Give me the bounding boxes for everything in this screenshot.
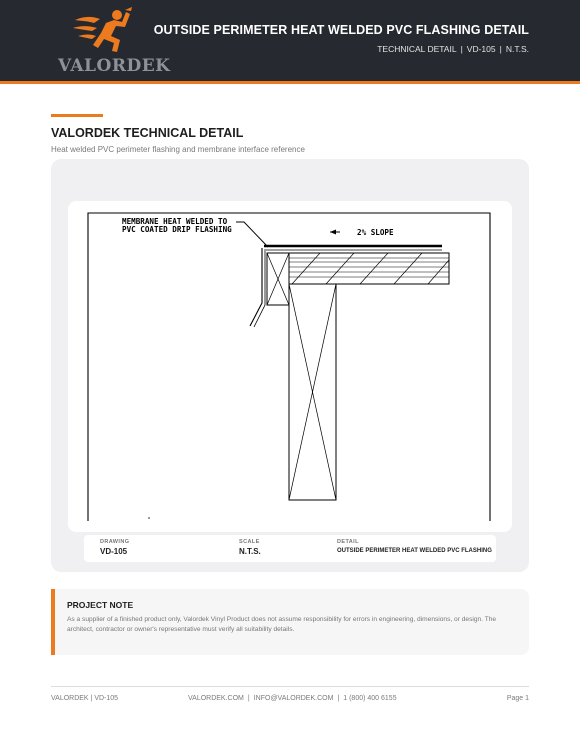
company-logo bbox=[58, 6, 171, 78]
scale-value: N.T.S. bbox=[239, 547, 261, 556]
detail-label: DETAIL bbox=[337, 539, 359, 545]
project-note bbox=[51, 589, 529, 655]
detail-value: OUTSIDE PERIMETER HEAT WELDED PVC FLASHING bbox=[337, 548, 492, 554]
slope-arrowhead-icon bbox=[330, 230, 336, 235]
technical-drawing bbox=[68, 201, 512, 532]
document-meta bbox=[377, 44, 529, 54]
meta-separator: | bbox=[499, 44, 502, 54]
footer-contact bbox=[188, 695, 397, 702]
deck-hatch-line bbox=[394, 253, 422, 284]
footer-phone: 1 (800) 400 6155 bbox=[343, 695, 397, 702]
callout-leader-line bbox=[236, 222, 268, 247]
deck-hatch-line bbox=[360, 253, 388, 284]
footer-document-id: VALORDEK | VD-105 bbox=[51, 695, 119, 702]
footer-email-link[interactable]: INFO@VALORDEK.COM bbox=[253, 695, 334, 702]
title-block-drawing bbox=[100, 539, 129, 556]
deck-hatch-line bbox=[326, 253, 354, 284]
logo-wordmark: VALORDEK bbox=[58, 56, 171, 76]
drawing-value: VD-105 bbox=[100, 547, 128, 556]
slope-label: 2% SLOPE bbox=[357, 228, 394, 237]
document-header bbox=[0, 0, 580, 84]
scale-label: SCALE bbox=[239, 539, 260, 545]
meta-code: VD-105 bbox=[466, 44, 496, 54]
document-title: OUTSIDE PERIMETER HEAT WELDED PVC FLASHING DETAIL bbox=[153, 23, 529, 37]
meta-scale: N.T.S. bbox=[505, 44, 529, 54]
footer-divider bbox=[51, 686, 529, 687]
drawing-label: DRAWING bbox=[100, 539, 130, 545]
note-text: As a supplier of a finished product only, Valordek Vinyl Product does not assume responsibility for errors in engineering, dimensions, or design. The architect, contractor or owner's representative must verify all suitability details. bbox=[67, 616, 497, 633]
meta-separator: | bbox=[460, 44, 463, 54]
section-title: VALORDEK TECHNICAL DETAIL bbox=[51, 126, 244, 140]
footer-page-number: Page 1 bbox=[506, 695, 529, 702]
section-accent-bar bbox=[51, 114, 103, 117]
footer-separator: | bbox=[337, 695, 340, 702]
meta-type: TECHNICAL DETAIL bbox=[377, 44, 457, 54]
title-block-detail bbox=[337, 539, 492, 554]
footer-separator: | bbox=[247, 695, 250, 702]
footer-website-link[interactable]: VALORDEK.COM bbox=[188, 695, 244, 702]
deck-hatch-line bbox=[292, 253, 320, 284]
deck-sheathing bbox=[289, 253, 449, 284]
title-block-scale bbox=[239, 539, 261, 556]
drawing-title-block bbox=[84, 535, 496, 562]
section-subtitle: Heat welded PVC perimeter flashing and membrane interface reference bbox=[51, 145, 305, 154]
callout-text-line2: PVC COATED DRIP FLASHING bbox=[122, 225, 232, 234]
runner-logo-icon bbox=[70, 6, 136, 56]
callout-text-line1: MEMBRANE HEAT WELDED TO bbox=[122, 217, 228, 226]
flashing-detail-drawing bbox=[68, 201, 512, 532]
note-title: PROJECT NOTE bbox=[67, 600, 134, 610]
